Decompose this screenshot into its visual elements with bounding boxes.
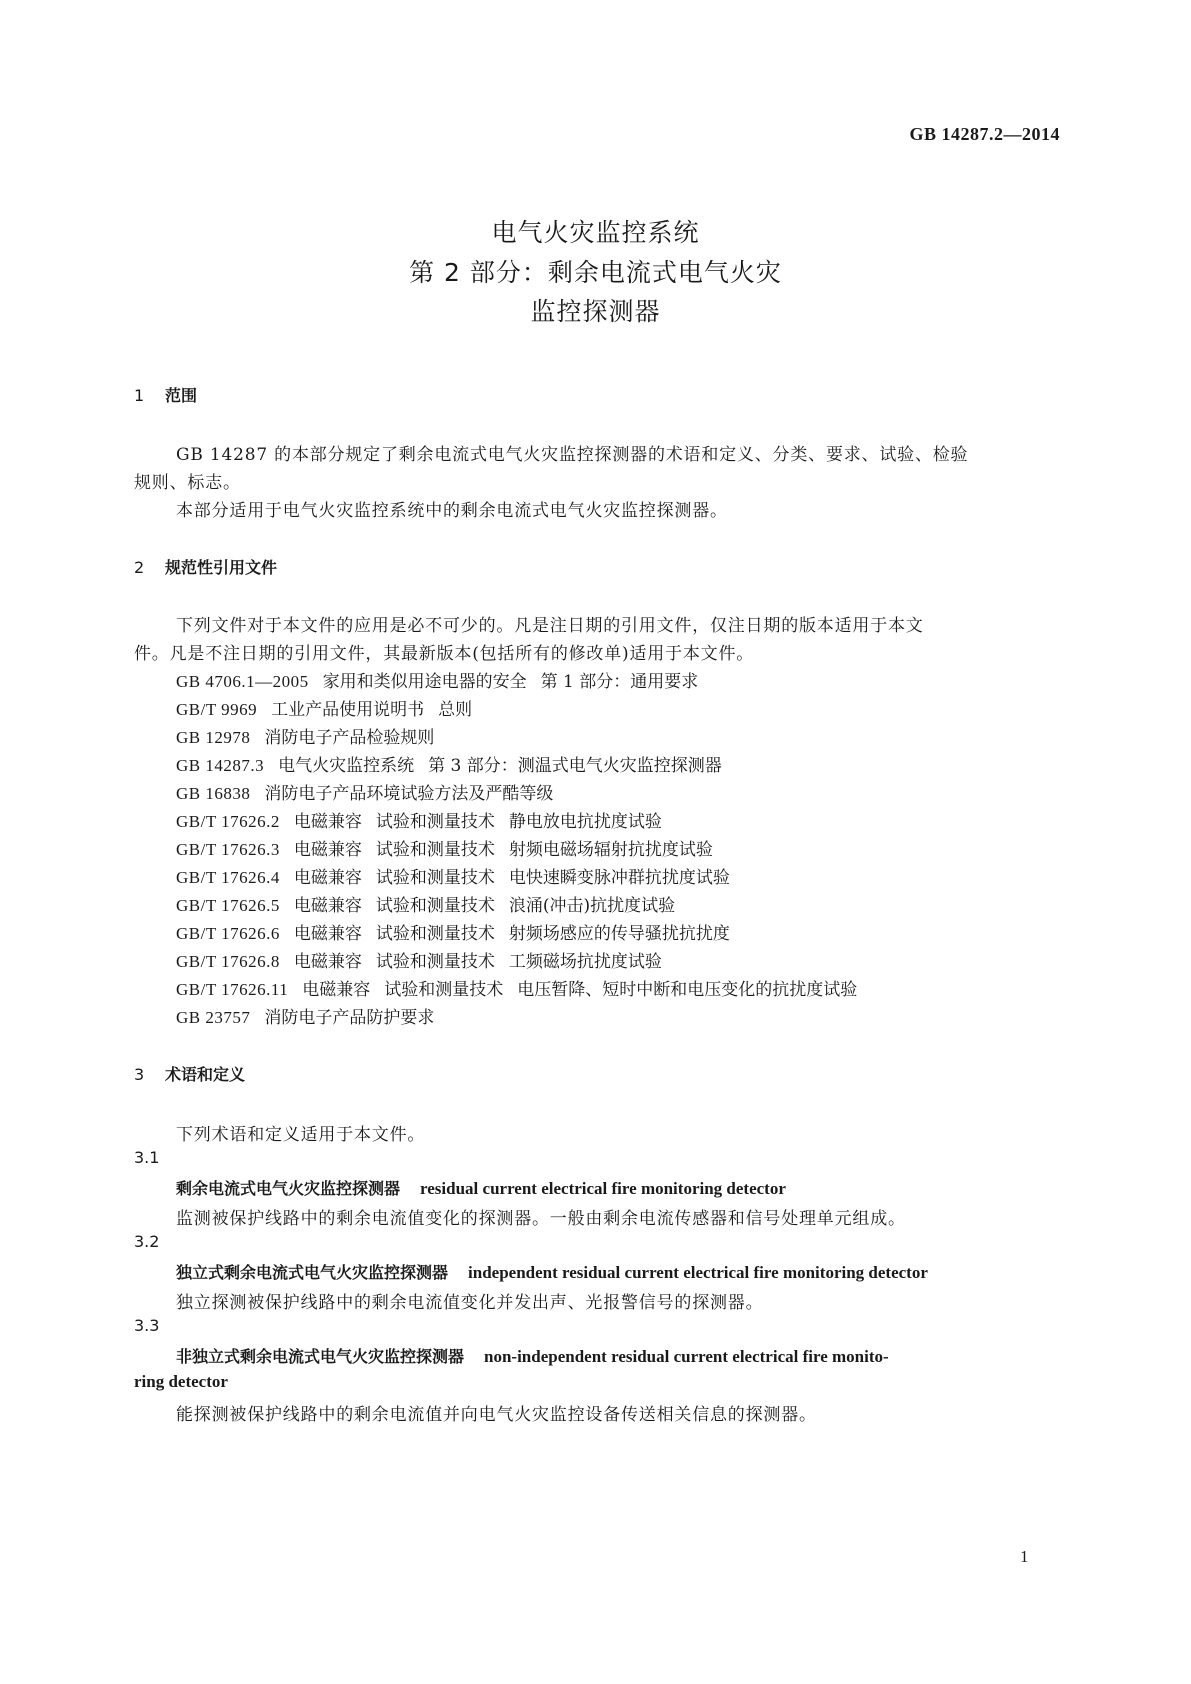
reference-title: 电压暂降、短时中断和电压变化的抗扰度试验 [517, 980, 858, 1000]
reference-title: 第 1 部分：通用要求 [540, 672, 699, 692]
reference-title: 电磁兼容 [293, 868, 362, 888]
reference-title: 电磁兼容 [293, 952, 362, 972]
reference-entry [176, 751, 722, 776]
term-entry [176, 1176, 786, 1199]
term-english: residual current electrical fire monitoring detector [420, 1179, 786, 1198]
reference-title: 电磁兼容 [293, 924, 362, 944]
term-entry [176, 1344, 889, 1367]
title-line-1: 电气火灾监控系统 [491, 218, 700, 247]
section-1-heading [134, 383, 197, 406]
reference-entry [176, 891, 675, 916]
term-definition: 监测被保护线路中的剩余电流值变化的探测器。一般由剩余电流传感器和信号处理单元组成。 [176, 1209, 906, 1229]
paragraph: 下列术语和定义适用于本文件。 [176, 1125, 426, 1145]
reference-code: GB/T 17626.6 [176, 924, 280, 943]
section-3-heading [134, 1062, 245, 1085]
reference-title: 电磁兼容 [302, 980, 371, 1000]
term-definition: 能探测被保护线路中的剩余电流值并向电气火灾监控设备传送相关信息的探测器。 [176, 1405, 817, 1425]
reference-title: 消防电子产品防护要求 [264, 1008, 435, 1028]
reference-code: GB/T 17626.5 [176, 896, 280, 915]
standard-number: GB 14287.2—2014 [909, 124, 1060, 144]
reference-title: 电快速瞬变脉冲群抗扰度试验 [508, 868, 730, 888]
paragraph: GB 14287 的本部分规定了剩余电流式电气火灾监控探测器的术语和定义、分类、要求、试验、检验 [176, 445, 969, 465]
reference-title: 电磁兼容 [293, 812, 362, 832]
title-line-2: 第 2 部分：剩余电流式电气火灾 [409, 258, 782, 287]
paragraph: 本部分适用于电气火灾监控系统中的剩余电流式电气火灾监控探测器。 [176, 501, 728, 521]
section-number: 1 [134, 386, 145, 405]
reference-title: 家用和类似用途电器的安全 [322, 672, 527, 692]
reference-entry [176, 975, 857, 1000]
reference-title: 试验和测量技术 [375, 924, 495, 944]
reference-entry [176, 919, 730, 944]
reference-title: 试验和测量技术 [375, 812, 495, 832]
reference-code: GB/T 17626.4 [176, 868, 280, 887]
reference-title: 消防电子产品环境试验方法及严酷等级 [264, 784, 554, 804]
term-english: non-independent residual current electrical fire monito- [484, 1347, 889, 1366]
reference-title: 试验和测量技术 [375, 840, 495, 860]
reference-title: 第 3 部分：测温式电气火灾监控探测器 [428, 756, 722, 776]
term-definition: 独立探测被保护线路中的剩余电流值变化并发出声、光报警信号的探测器。 [176, 1293, 764, 1313]
reference-entry [176, 1003, 434, 1028]
paragraph: 件。凡是不注日期的引用文件，其最新版本(包括所有的修改单)适用于本文件。 [134, 644, 755, 664]
paragraph: 规则、标志。 [134, 473, 241, 493]
reference-title: 试验和测量技术 [375, 952, 495, 972]
title-line-3: 监控探测器 [530, 297, 661, 326]
reference-title: 试验和测量技术 [384, 980, 504, 1000]
reference-title: 工频磁场抗扰度试验 [508, 952, 662, 972]
reference-code: GB/T 17626.3 [176, 840, 280, 859]
term-entry [176, 1260, 928, 1283]
section-number: 2 [134, 558, 145, 577]
reference-entry [176, 779, 553, 804]
reference-code: GB/T 9969 [176, 700, 258, 719]
reference-title: 试验和测量技术 [375, 896, 495, 916]
reference-entry [176, 695, 472, 720]
reference-entry [176, 667, 698, 692]
term-english-continuation: ring detector [134, 1372, 228, 1391]
reference-title: 消防电子产品检验规则 [264, 728, 435, 748]
term-chinese: 非独立式剩余电流式电气火灾监控探测器 [176, 1347, 465, 1366]
reference-entry [176, 947, 662, 972]
section-number: 3 [134, 1065, 145, 1084]
reference-title: 电磁兼容 [293, 840, 362, 860]
section-title: 规范性引用文件 [165, 558, 278, 577]
reference-code: GB 12978 [176, 728, 251, 747]
reference-entry [176, 723, 434, 748]
reference-title: 电气火灾监控系统 [278, 756, 415, 776]
clause-number: 3.2 [134, 1232, 160, 1251]
reference-title: 电磁兼容 [293, 896, 362, 916]
reference-code: GB 16838 [176, 784, 251, 803]
section-2-heading [134, 555, 277, 578]
page-number: 1 [1020, 1547, 1029, 1566]
reference-code: GB 4706.1—2005 [176, 672, 309, 691]
reference-code: GB/T 17626.11 [176, 980, 289, 999]
reference-title: 总则 [438, 700, 473, 720]
reference-entry [176, 835, 713, 860]
reference-title: 浪涌(冲击)抗扰度试验 [508, 896, 676, 916]
reference-code: GB/T 17626.8 [176, 952, 280, 971]
reference-entry [176, 807, 662, 832]
reference-title: 射频电磁场辐射抗扰度试验 [508, 840, 713, 860]
reference-title: 试验和测量技术 [375, 868, 495, 888]
reference-title: 工业产品使用说明书 [271, 700, 425, 720]
paragraph: 下列文件对于本文件的应用是必不可少的。凡是注日期的引用文件，仅注日期的版本适用于本文 [176, 616, 924, 636]
reference-code: GB 23757 [176, 1008, 251, 1027]
reference-code: GB/T 17626.2 [176, 812, 280, 831]
clause-number: 3.1 [134, 1148, 160, 1167]
term-english: independent residual current electrical fire monitoring detector [468, 1263, 928, 1282]
reference-code: GB 14287.3 [176, 756, 265, 775]
reference-title: 射频场感应的传导骚扰抗扰度 [508, 924, 730, 944]
term-chinese: 剩余电流式电气火灾监控探测器 [176, 1179, 401, 1198]
section-title: 范围 [165, 386, 198, 405]
reference-entry [176, 863, 730, 888]
reference-title: 静电放电抗扰度试验 [508, 812, 662, 832]
term-chinese: 独立式剩余电流式电气火灾监控探测器 [176, 1263, 449, 1282]
section-title: 术语和定义 [165, 1065, 246, 1084]
clause-number: 3.3 [134, 1316, 160, 1335]
